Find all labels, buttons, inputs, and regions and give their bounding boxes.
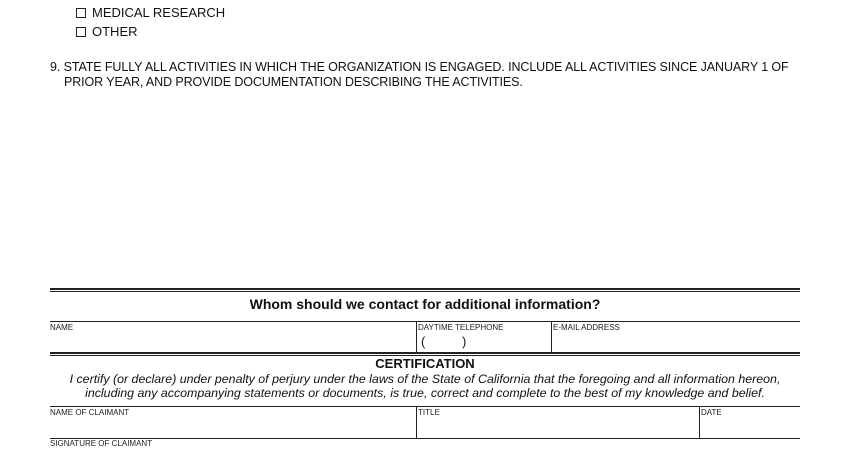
email-field[interactable] [553,332,799,351]
divider [50,438,800,439]
divider [50,288,800,290]
question-9-line2: PRIOR YEAR, AND PROVIDE DOCUMENTATION DESCRIBING THE ACTIVITIES. [64,75,523,89]
signature-label: SIGNATURE OF CLAIMANT [50,439,153,448]
question-9 [50,60,840,90]
date-label: DATE [701,408,722,417]
claimant-name-field[interactable] [50,417,414,437]
activities-answer-area[interactable] [50,98,800,282]
divider [50,352,800,354]
email-label: E-MAIL ADDRESS [553,323,620,332]
question-9-line1: 9. STATE FULLY ALL ACTIVITIES IN WHICH THE ORGANIZATION IS ENGAGED. INCLUDE ALL ACTIVITIES SINCE JANUARY 1 OF [50,60,789,74]
signature-field[interactable] [50,448,800,452]
divider [699,406,700,438]
claimant-name-label: NAME OF CLAIMANT [50,408,130,417]
divider [50,291,800,292]
divider [416,321,417,352]
certification-heading: CERTIFICATION [375,356,475,371]
divider [50,406,800,407]
name-field[interactable] [50,332,414,351]
contact-heading: Whom should we contact for additional information? [249,296,601,312]
checkbox-label: MEDICAL RESEARCH [92,5,226,20]
phone-field[interactable] [418,332,548,351]
checkbox-option-other[interactable] [76,24,138,39]
name-label: NAME [50,323,74,332]
title-label: TITLE [418,408,440,417]
certification-line1: I certify (or declare) under penalty of perjury under the laws of the State of California that the foregoing and all information hereon, [69,372,781,386]
divider [416,406,417,438]
phone-label: DAYTIME TELEPHONE [418,323,504,332]
divider [50,321,800,322]
title-field[interactable] [418,417,696,437]
checkbox[interactable] [76,27,86,37]
checkbox-option-medical-research[interactable] [76,5,225,20]
phone-area-code-close: ) [462,334,467,349]
certification-statement [50,372,800,400]
date-field[interactable] [701,417,799,437]
divider [551,321,552,352]
certification-line2: including any accompanying statements or documents, is true, correct and complete to the best of my knowledge and belief. [85,386,765,400]
checkbox-label: OTHER [92,24,138,39]
checkbox[interactable] [76,8,86,18]
phone-area-code-open: ( [421,334,426,349]
